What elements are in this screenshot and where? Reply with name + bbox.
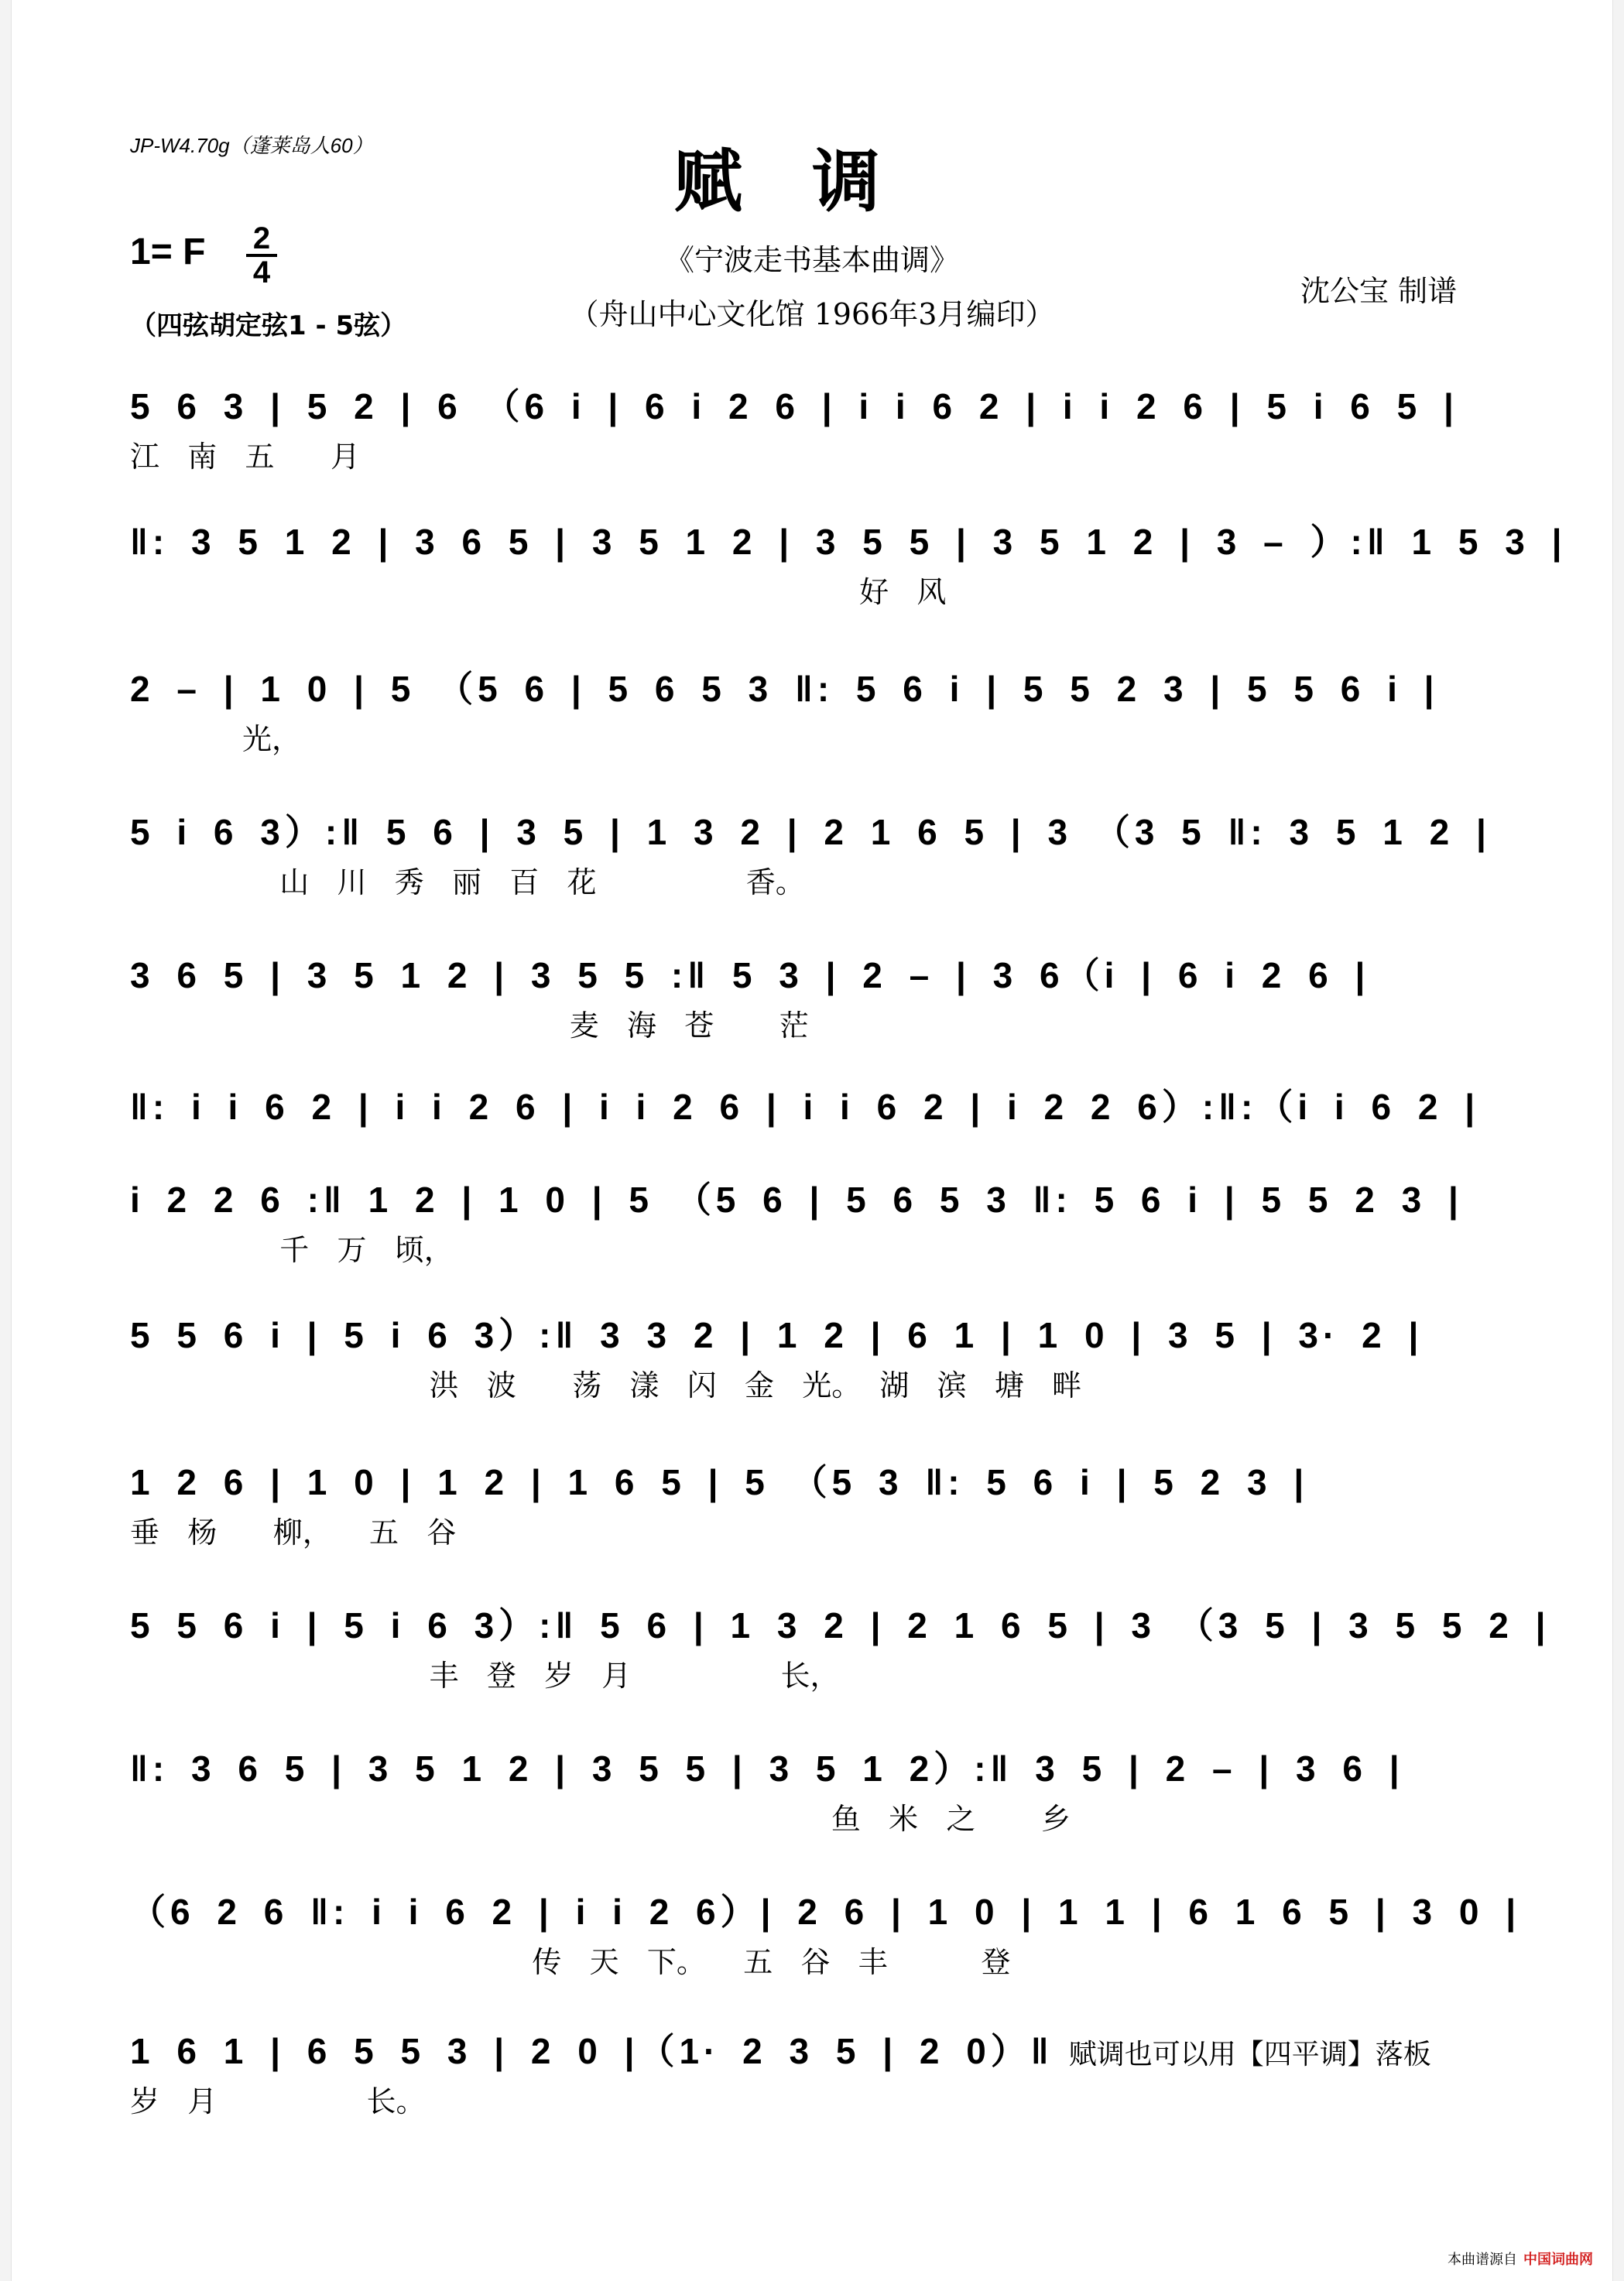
lyrics-row: 鱼 米 之 乡 (130, 1802, 1071, 1836)
score-system-6 (130, 1080, 1500, 1180)
end-note: 赋调也可以用【四平调】落板 (1068, 2039, 1431, 2070)
lyrics-row: 岁 月 长。 (130, 2084, 426, 2118)
notation-row (130, 2024, 1500, 2078)
score-system-5 (130, 948, 1500, 1049)
page-title: 赋调 (673, 142, 950, 221)
notation-row: 5 6 3 | 5 2 | 6 （6 i | 6 i 2 6 | i i 6 2 | i i 2 6 | 5 i 6 5 | (130, 386, 1458, 426)
score-system-13 (130, 2024, 1500, 2125)
time-numerator: 2 (252, 221, 271, 255)
notation-row: 1 2 6 | 1 0 | 1 2 | 1 6 5 | 5 （5 3 ‖: 5 6 i | 5 2 3 | (130, 1462, 1309, 1502)
notation-row: 2 – | 1 0 | 5 （5 6 | 5 6 5 3 ‖: 5 6 i | 5 5 2 3 | 5 5 6 i | (130, 669, 1439, 709)
score-system-3 (130, 662, 1500, 762)
notation-row: 3 6 5 | 3 5 1 2 | 3 5 5 :‖ 5 3 | 2 – | 3 6（i | 6 i 2 6 | (130, 955, 1370, 995)
right-margin-strip (1612, 0, 1624, 2281)
score-system-11 (130, 1742, 1500, 1842)
score-system-1 (130, 379, 1500, 480)
score-system-12 (130, 1885, 1521, 1985)
source-note: （舟山中心文化馆 1966年3月编印） (569, 297, 1055, 331)
score-system-9 (130, 1455, 1500, 1556)
lyrics-row: 光， (130, 722, 301, 756)
notation-text: 1 6 1 | 6 5 5 3 | 2 0 |（1· 2 3 5 | 2 0）‖ (130, 2031, 1054, 2071)
lyrics-row: 麦 海 苍 茫 (130, 1009, 809, 1043)
score-code: JP-W4.70g（蓬莱岛人60） (130, 134, 373, 157)
subtitle: 《宁波走书基本曲调》 (664, 243, 959, 277)
notation-row: ‖: i i 6 2 | i i 2 6 | i i 2 6 | i i 6 2 | i 2 2 6）:‖:（i i 6 2 | (130, 1087, 1480, 1127)
score-system-7 (130, 1173, 1500, 1273)
footer-text: 本曲谱源自 (1448, 2252, 1517, 2268)
notation-row: 5 5 6 i | 5 i 6 3）:‖ 3 3 2 | 1 2 | 6 1 | 1 0 | 3 5 | 3· 2 | (130, 1315, 1424, 1355)
score-system-10 (130, 1598, 1550, 1699)
notation-row: 5 i 6 3）:‖ 5 6 | 3 5 | 1 3 2 | 2 1 6 5 | 3 （3 5 ‖: 3 5 1 2 | (130, 812, 1491, 852)
notation-row: ‖: 3 6 5 | 3 5 1 2 | 3 5 5 | 3 5 1 2）:‖ 3 5 | 2 – | 3 6 | (130, 1748, 1404, 1789)
tuning-note: （四弦胡定弦1 - 5弦） (130, 310, 407, 341)
lyrics-row: 丰 登 岁 月 长， (130, 1659, 840, 1693)
notation-row: i 2 2 6 :‖ 1 2 | 1 0 | 5 （5 6 | 5 6 5 3 ‖: 5 6 i | 5 5 2 3 | (130, 1180, 1463, 1220)
lyrics-row: 山 川 秀 丽 百 花 香。 (130, 865, 805, 899)
lyrics-row: 千 万 顷， (130, 1233, 454, 1267)
lyrics-row: 好 风 (130, 575, 947, 609)
score-system-2 (130, 515, 1567, 615)
score-system-8 (130, 1308, 1500, 1409)
notation-row: 5 5 6 i | 5 i 6 3）:‖ 5 6 | 1 3 2 | 2 1 6 5 | 3 （3 5 | 3 5 5 2 | (130, 1605, 1550, 1646)
notation-row: ‖: 3 5 1 2 | 3 6 5 | 3 5 1 2 | 3 5 5 | 3 5 1 2 | 3 – ）:‖ 1 5 3 | (130, 522, 1567, 562)
key-signature: 1= F (130, 231, 206, 272)
footer-credit (1448, 2248, 1593, 2269)
left-margin-strip (0, 0, 12, 2281)
lyrics-row: 江 南 五 月 (130, 440, 360, 474)
lyrics-row: 垂 杨 柳， 五 谷 (130, 1516, 457, 1550)
time-denominator: 4 (252, 255, 271, 289)
score-system-4 (130, 805, 1500, 906)
notation-row: （6 2 6 ‖: i i 6 2 | i i 2 6）| 2 6 | 1 0 | 1 1 | 6 1 6 5 | 3 0 | (130, 1892, 1521, 1932)
lyrics-row: 传 天 下。 五 谷 丰 登 (130, 1945, 1011, 1979)
composer-credit: 沈公宝 制谱 (1300, 274, 1458, 308)
lyrics-row: 洪 波 荡 漾 闪 金 光。 湖 滨 塘 畔 (130, 1368, 1082, 1403)
footer-brand-link[interactable]: 中国词曲网 (1523, 2252, 1593, 2268)
